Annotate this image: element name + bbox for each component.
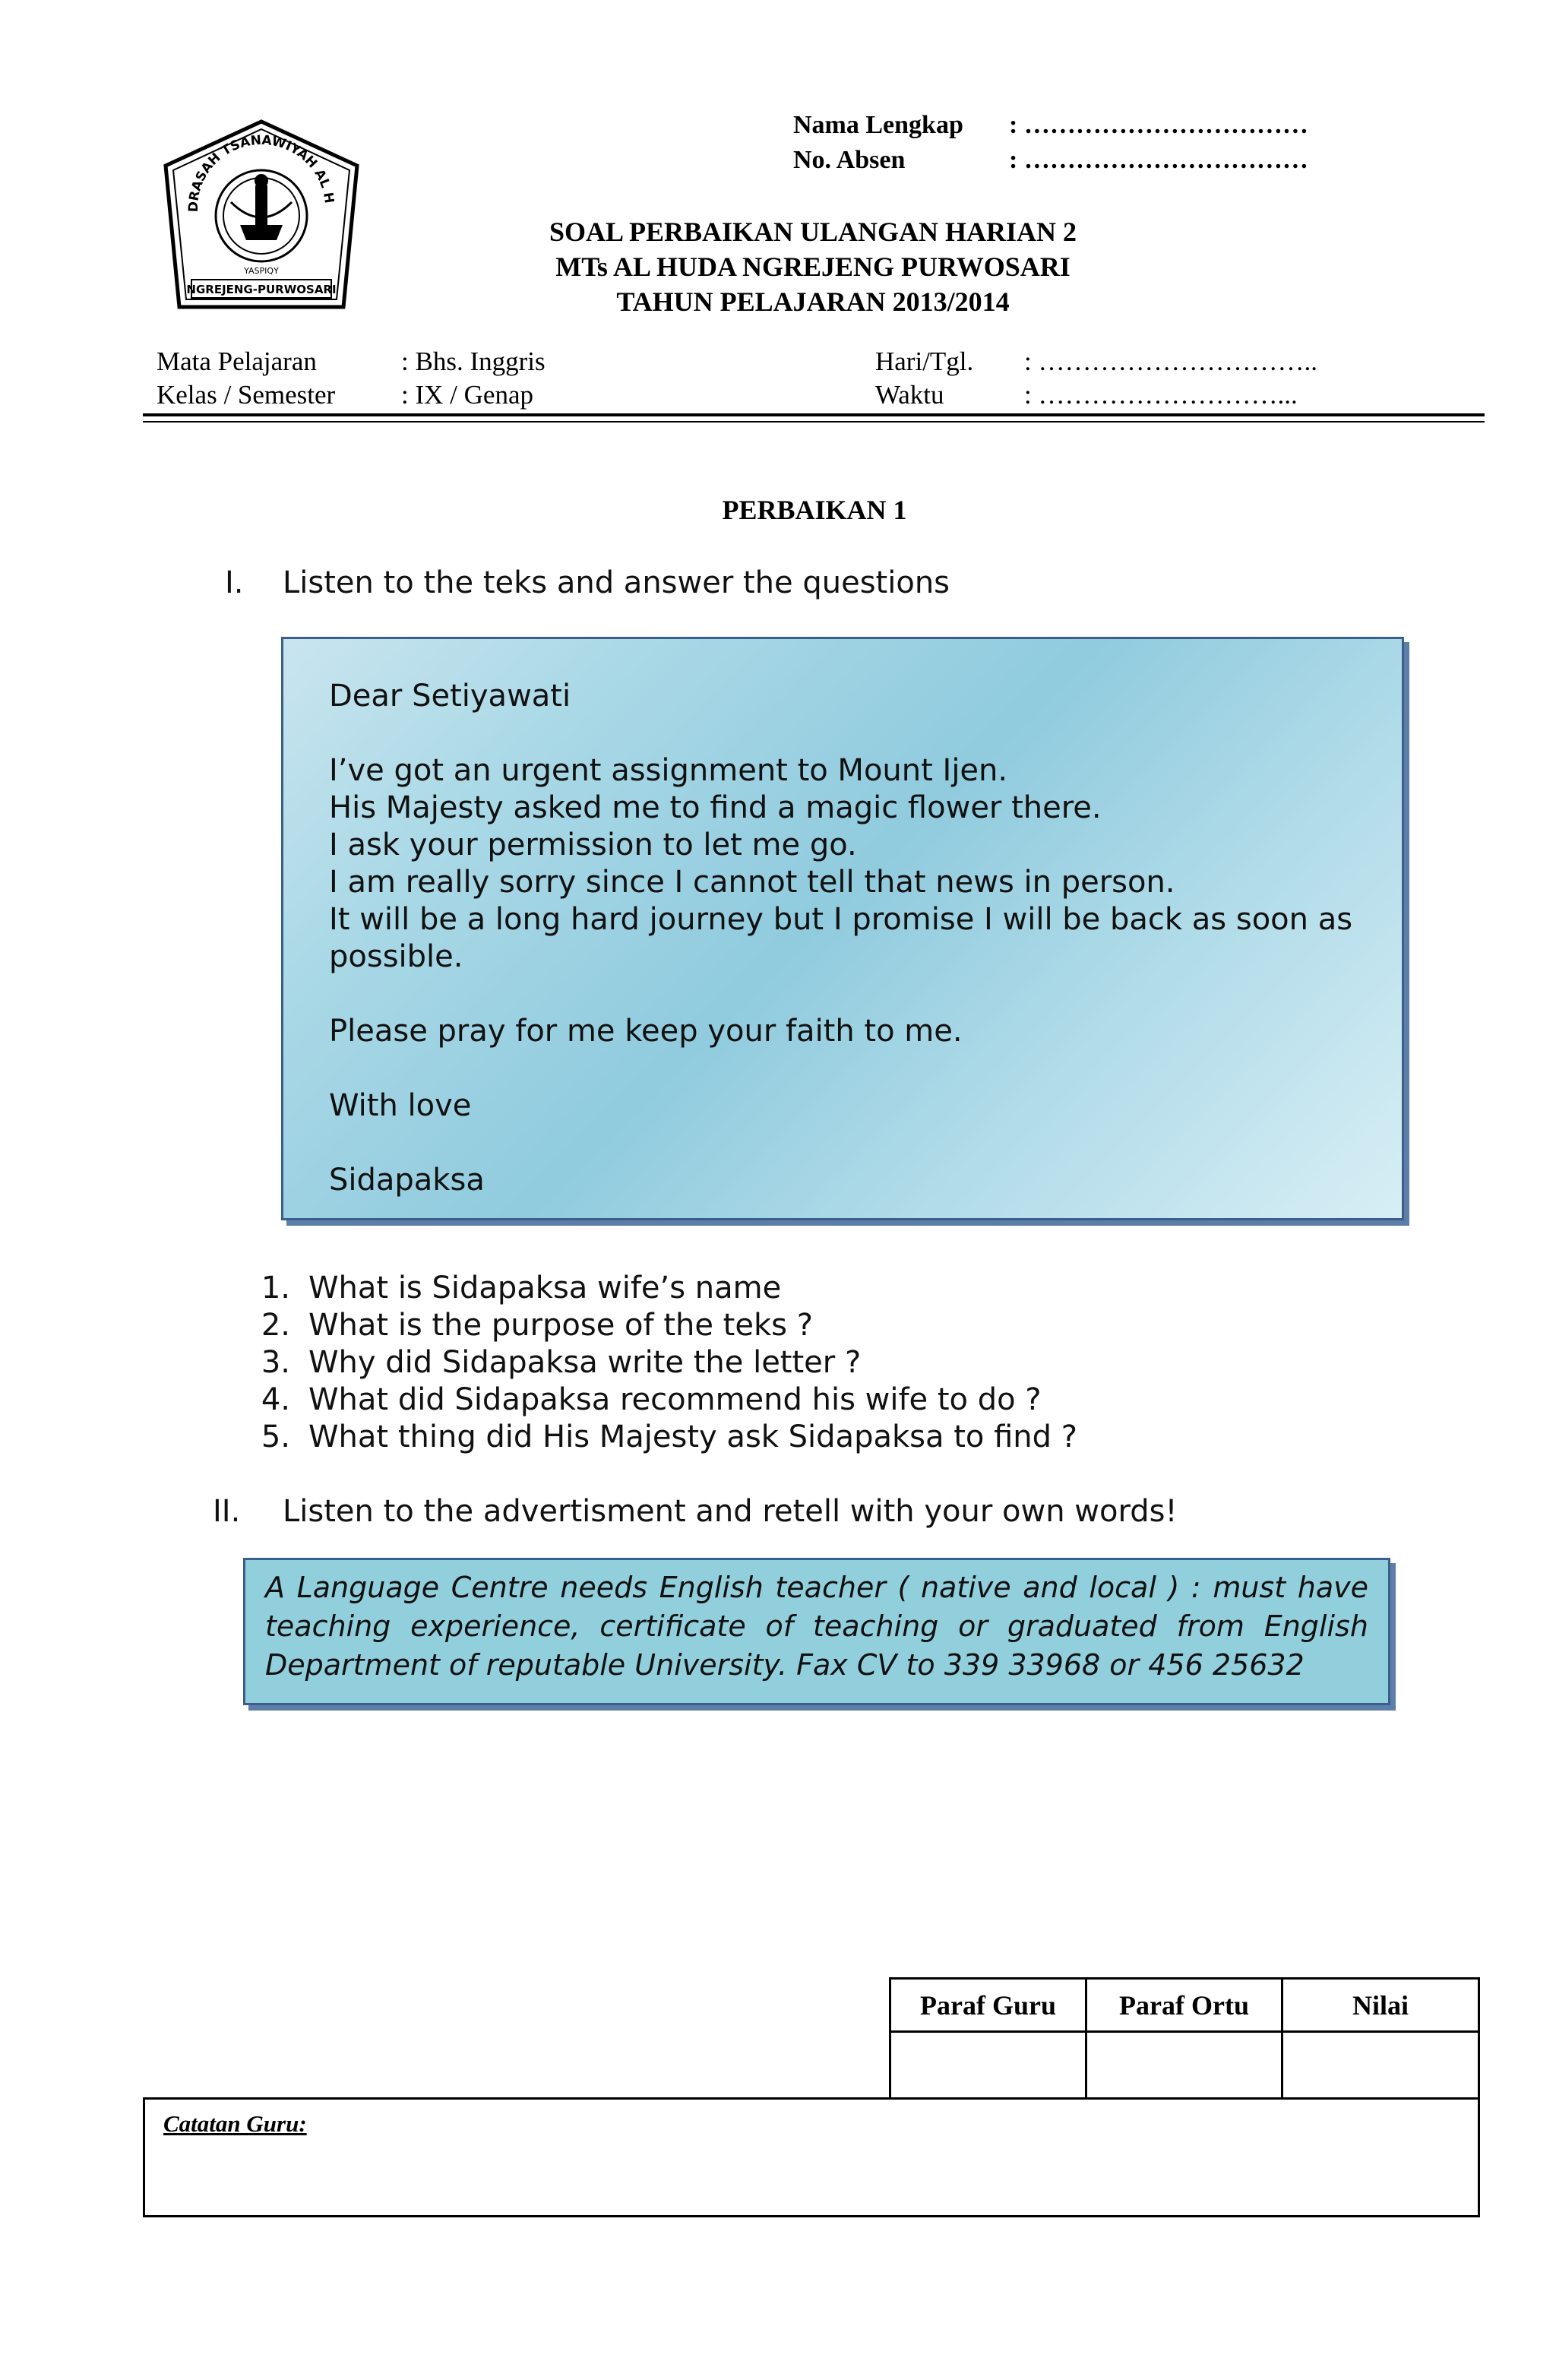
absen-field[interactable]: : …………………………… [1009,146,1308,174]
ad-word: graduated [1007,1609,1157,1643]
paraf-guru-header: Paraf Guru [920,1990,1056,2021]
ad-word: local [1089,1571,1156,1604]
advertisement-box [243,1558,1390,1705]
mapel-value: : Bhs. Inggris [401,347,546,376]
letter-line: I ask your permission to let me go. [329,828,857,862]
ad-word: from [1176,1609,1244,1643]
logo-sub-text: YASPIQY [244,266,279,276]
letter-line: I’ve got an urgent assignment to Mount Ijen. [329,753,1008,788]
nilai-header: Nilai [1352,1990,1409,2021]
ad-word: teacher [775,1571,886,1604]
waktu-label: Waktu [875,380,944,410]
grade-table [889,1977,1480,2099]
header-rule-thin [143,421,1485,423]
ad-word: of [765,1609,794,1643]
ad-line-1 [265,1571,1368,1604]
catatan-guru-box[interactable] [143,2097,1480,2217]
kelas-label: Kelas / Semester [157,380,336,410]
part2-numeral: II. [213,1494,241,1529]
catatan-guru-label: Catatan Guru: [163,2110,307,2137]
name-field[interactable]: : …………………………… [1009,111,1308,139]
letter-signature: Sidapaksa [329,1163,485,1198]
nilai-cell[interactable] [1283,2033,1478,2099]
ad-word: or [958,1609,988,1643]
waktu-field[interactable]: : ………………………... [1024,380,1298,410]
paraf-ortu-cell[interactable] [1087,2033,1281,2099]
letter-line: It will be a long hard journey but I promise I will be back as soon as [329,902,1353,937]
question-text: What is the purpose of the teks ? [308,1308,813,1343]
ad-word: : [1191,1571,1201,1604]
kelas-value: : IX / Genap [401,380,533,410]
header-rule-thick [143,413,1485,416]
ad-word: experience, [410,1609,580,1643]
doc-title-line1: SOAL PERBAIKAN ULANGAN HARIAN 2 [549,217,1077,247]
question-text: Why did Sidapaksa write the letter ? [308,1345,862,1380]
letter-line: His Majesty asked me to find a magic flower there. [329,790,1102,825]
absen-label: No. Absen [793,146,906,174]
ad-word: A [265,1571,285,1604]
name-label: Nama Lengkap [793,111,963,139]
part2-instruction: Listen to the advertisment and retell with your own words! [283,1494,1178,1529]
letter-valediction: With love [329,1088,472,1123]
ad-word: native [920,1571,1011,1604]
doc-title-line3: TAHUN PELAJARAN 2013/2014 [616,286,1010,317]
letter-closing: Please pray for me keep your faith to me. [329,1014,963,1049]
ad-word: English [659,1571,764,1604]
question-text: What is Sidapaksa wife’s name [308,1271,782,1306]
doc-title-line2: MTs AL HUDA NGREJENG PURWOSARI [555,252,1071,282]
letter-box [281,637,1404,1220]
ad-word: Language [296,1571,440,1604]
ad-line-3: Department of reputable University. Fax CV to 339 33968 or 456 25632 [265,1648,1305,1682]
question-number: 3. [261,1345,290,1380]
ad-word: Centre [451,1571,549,1604]
ad-word: ( [897,1571,909,1604]
ad-word: must [1213,1571,1286,1604]
hari-label: Hari/Tgl. [875,347,974,376]
letter-line: I am really sorry since I cannot tell that news in person. [329,865,1175,900]
letter-line: possible. [329,939,463,974]
ad-word: have [1297,1571,1368,1604]
section-title: PERBAIKAN 1 [722,495,907,525]
ad-word: certificate [599,1609,746,1643]
ad-word: needs [560,1571,647,1604]
question-number: 4. [261,1382,290,1417]
letter-greeting: Dear Setiyawati [329,679,571,714]
part1-instruction: Listen to the teks and answer the questions [283,565,950,600]
logo-arc-text: DRASAH TSANAWIYAH AL H [185,132,337,213]
hari-field[interactable]: : ………………………….. [1024,347,1317,376]
question-number: 1. [261,1271,290,1306]
logo-bottom-text: NGREJENG-PURWOSARI [186,283,337,296]
question-number: 2. [261,1308,290,1343]
mapel-label: Mata Pelajaran [157,347,317,376]
question-number: 5. [261,1419,290,1454]
ad-word: and [1023,1571,1077,1604]
part1-numeral: I. [225,565,244,600]
ad-word: ) [1168,1571,1180,1604]
question-text: What thing did His Majesty ask Sidapaksa to find ? [308,1419,1077,1454]
paraf-guru-cell[interactable] [891,2033,1085,2099]
ad-word: teaching [265,1609,391,1643]
question-text: What did Sidapaksa recommend his wife to do ? [308,1382,1042,1417]
ad-word: English [1263,1609,1368,1643]
ad-line-2 [265,1609,1368,1643]
paraf-ortu-header: Paraf Ortu [1119,1990,1249,2021]
ad-word: teaching [813,1609,939,1643]
